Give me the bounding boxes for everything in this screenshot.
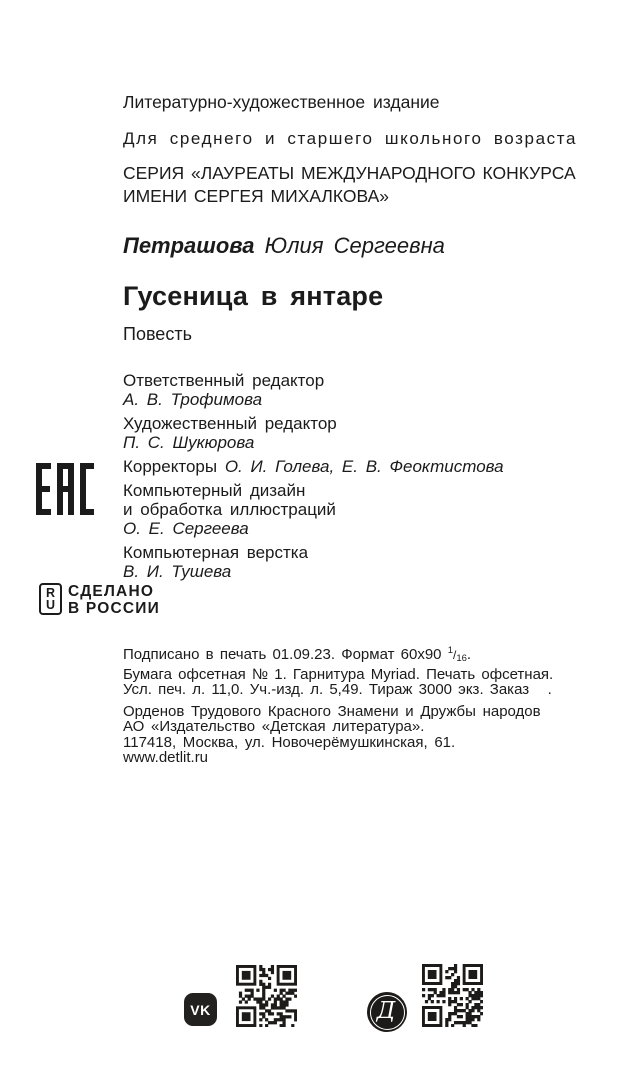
qr-code-icon (422, 964, 483, 1027)
ru-box-top-letter: R (45, 586, 56, 600)
credits-block (123, 371, 504, 586)
author-surname: Петрашова (123, 233, 255, 258)
credit-role: и обработка иллюстраций (123, 500, 336, 519)
ru-box-bottom-letter: U (45, 598, 56, 612)
audience-note: Для среднего и старшего школьного возраста (123, 129, 578, 148)
author-line (123, 233, 445, 259)
credit-entry (123, 371, 504, 409)
vk-logo-icon (184, 993, 217, 1026)
made-in-russia-text (68, 583, 160, 618)
author-given-names: Юлия Сергеевна (264, 233, 445, 258)
print-info (123, 643, 553, 698)
website-url: www.detlit.ru (123, 749, 209, 767)
credit-entry (123, 414, 504, 452)
credit-entry (123, 543, 504, 581)
fraction-slash: / (452, 648, 457, 662)
credit-role: Корректоры (123, 457, 218, 476)
publisher-line-1: Орденов Трудового Красного Знамени и Дружбы народов (123, 703, 541, 720)
qr-code-icon (236, 965, 297, 1027)
credit-role: Компьютерная верстка (123, 543, 309, 562)
credit-role: Ответственный редактор (123, 371, 325, 390)
credit-name: В. И. Тушева (123, 562, 232, 581)
credit-role: Художественный редактор (123, 414, 337, 433)
fraction-numerator: 1 (447, 645, 453, 656)
series-title (123, 162, 576, 208)
publisher-logo-icon (367, 992, 407, 1032)
made-in-russia-line-2: В РОССИИ (68, 599, 160, 617)
series-line-1: СЕРИЯ «ЛАУРЕАТЫ МЕЖДУНАРОДНОГО КОНКУРСА (123, 163, 576, 183)
print-info-line-1: Подписано в печать 01.09.23. Формат 60х90 $^1$/16. (123, 645, 472, 664)
ru-box-icon (39, 583, 62, 615)
edition-note: Литературно-художественное издание (123, 92, 440, 112)
series-line-2: ИМЕНИ СЕРГЕЯ МИХАЛКОВА» (123, 186, 390, 206)
publisher-logo-letter: Д (376, 997, 396, 1024)
publisher-line-2: АО «Издательство «Детская литература». (123, 718, 425, 736)
vk-logo-label: VK (190, 1001, 211, 1018)
credit-entry (123, 481, 504, 538)
publisher-address: 117418, Москва, ул. Новочерёмушкинская, 61. (123, 733, 456, 751)
publisher-info (123, 704, 541, 766)
credit-name: О. И. Голева, Е. В. Феоктистова (224, 457, 504, 476)
credit-entry (123, 457, 504, 476)
eac-mark-icon (36, 463, 94, 515)
print-info-line-3: Усл. печ. л. 11,0. Уч.-изд. л. 5,49. Тираж 3000 экз. Заказ . (123, 681, 552, 698)
credit-name: А. В. Трофимова (123, 390, 263, 409)
made-in-russia-line-1: СДЕЛАНО (68, 583, 155, 600)
print-info-line-2: Бумага офсетная № 1. Гарнитура Myriad. Печать офсетная. (123, 665, 554, 683)
credit-name: О. Е. Сергеева (123, 519, 249, 538)
genre-label: Повесть (123, 324, 192, 344)
book-title: Гусеница в янтаре (123, 281, 384, 311)
made-in-russia-logo (39, 583, 160, 618)
credit-role: Компьютерный дизайн (123, 481, 306, 500)
credit-name: П. С. Шукюрова (123, 433, 255, 452)
fraction-denominator: 16 (456, 653, 467, 664)
